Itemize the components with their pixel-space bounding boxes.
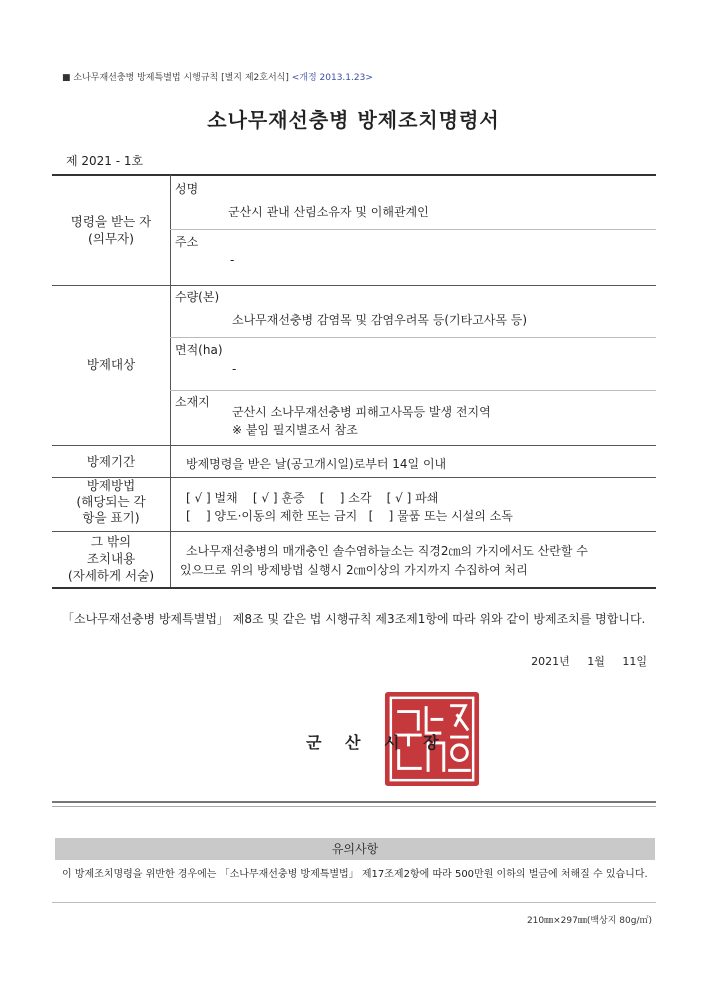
other-label-line1: 그 밖의 — [90, 534, 132, 549]
address-label: 주소 — [175, 235, 199, 249]
area-label: 면적(ha) — [175, 343, 223, 357]
issue-date — [517, 653, 647, 669]
method-options-row1: [ √ ] 벌채 [ √ ] 훈증 [ ] 소각 [ √ ] 파쇄 — [186, 491, 439, 505]
footer-separator-thin — [52, 806, 656, 807]
name-label: 성명 — [175, 182, 199, 196]
location-value: 군산시 소나무재선충병 피해고사목등 발생 전지역 — [232, 405, 491, 419]
other-line1: 소나무재선충병의 매개충인 솔수염하늘소는 직경2㎝의 가지에서도 산란할 수 — [186, 544, 588, 558]
paper-spec: 210㎜×297㎜(백상지 80g/㎡) — [526, 916, 652, 926]
other-label — [52, 533, 170, 584]
date-day: 11일 — [622, 655, 647, 668]
other-label-line3: (자세하게 서술) — [67, 568, 155, 583]
issuer-name: 군 산 시 장 — [306, 733, 448, 752]
other-label-line2: 조치내용 — [86, 551, 136, 566]
area-value: - — [232, 362, 237, 376]
document-title: 소나무재선충병 방제조치명령서 — [207, 108, 500, 132]
form-header-bullet: ■ — [62, 73, 71, 83]
method-label — [52, 478, 170, 526]
form-header-revision: <개정 2013.1.23> — [291, 73, 373, 83]
document-number: 제 2021 - 1호 — [66, 154, 144, 168]
section-divider — [52, 445, 656, 446]
method-label-line1: 방제방법 — [86, 478, 136, 493]
target-label: 방제대상 — [86, 357, 136, 372]
table-label-divider — [170, 175, 171, 587]
date-year: 2021년 — [531, 655, 570, 668]
footer-separator — [52, 801, 656, 803]
method-options-row2: [ ] 양도·이동의 제한 또는 금지 [ ] 물품 또는 시설의 소독 — [186, 509, 513, 523]
obligor-label-line2: (의무자) — [88, 231, 134, 246]
method-label-line2: (해당되는 각 — [76, 494, 146, 509]
location-label: 소재지 — [175, 395, 210, 409]
quantity-value: 소나무재선충병 감염목 및 감염우려목 등(기타고사목 등) — [232, 313, 528, 327]
name-value: 군산시 관내 산림소유자 및 이해관계인 — [228, 205, 429, 219]
notice-text: 이 방제조치명령을 위반한 경우에는 「소나무재선충병 방제특별법」 제17조제2항에 따라 500만원 이하의 벌금에 처해질 수 있습니다. — [62, 869, 648, 880]
method-label-line3: 항을 표기) — [82, 510, 140, 525]
section-divider — [52, 531, 656, 532]
row-divider — [170, 337, 656, 338]
obligor-label-line1: 명령을 받는 자 — [70, 214, 152, 229]
row-divider — [170, 229, 656, 230]
section-divider — [52, 285, 656, 286]
obligor-label — [52, 213, 170, 247]
table-top-border — [52, 174, 656, 176]
quantity-label: 수량(본) — [175, 290, 220, 304]
form-header-text: 소나무재선충병 방제특별법 시행규칙 [별지 제2호서식] — [73, 73, 289, 83]
period-value: 방제명령을 받은 날(공고개시일)로부터 14일 이내 — [186, 457, 447, 471]
notice-heading: 유의사항 — [55, 838, 655, 860]
address-value: - — [230, 253, 235, 267]
notice-bottom-divider — [52, 902, 656, 903]
row-divider — [170, 390, 656, 391]
location-note: ※ 붙임 필지별조서 참조 — [232, 423, 358, 437]
period-label: 방제기간 — [86, 454, 136, 469]
legal-text: 「소나무재선충병 방제특별법」 제8조 및 같은 법 시행규칙 제3조제1항에 따라 위와 같이 방제조치를 명합니다. — [62, 612, 646, 626]
table-bottom-border — [52, 587, 656, 589]
form-header — [62, 70, 373, 83]
date-month: 1월 — [587, 655, 605, 668]
other-line2: 있으므로 위의 방제방법 실행시 2㎝이상의 가지까지 수집하여 처리 — [180, 563, 528, 577]
